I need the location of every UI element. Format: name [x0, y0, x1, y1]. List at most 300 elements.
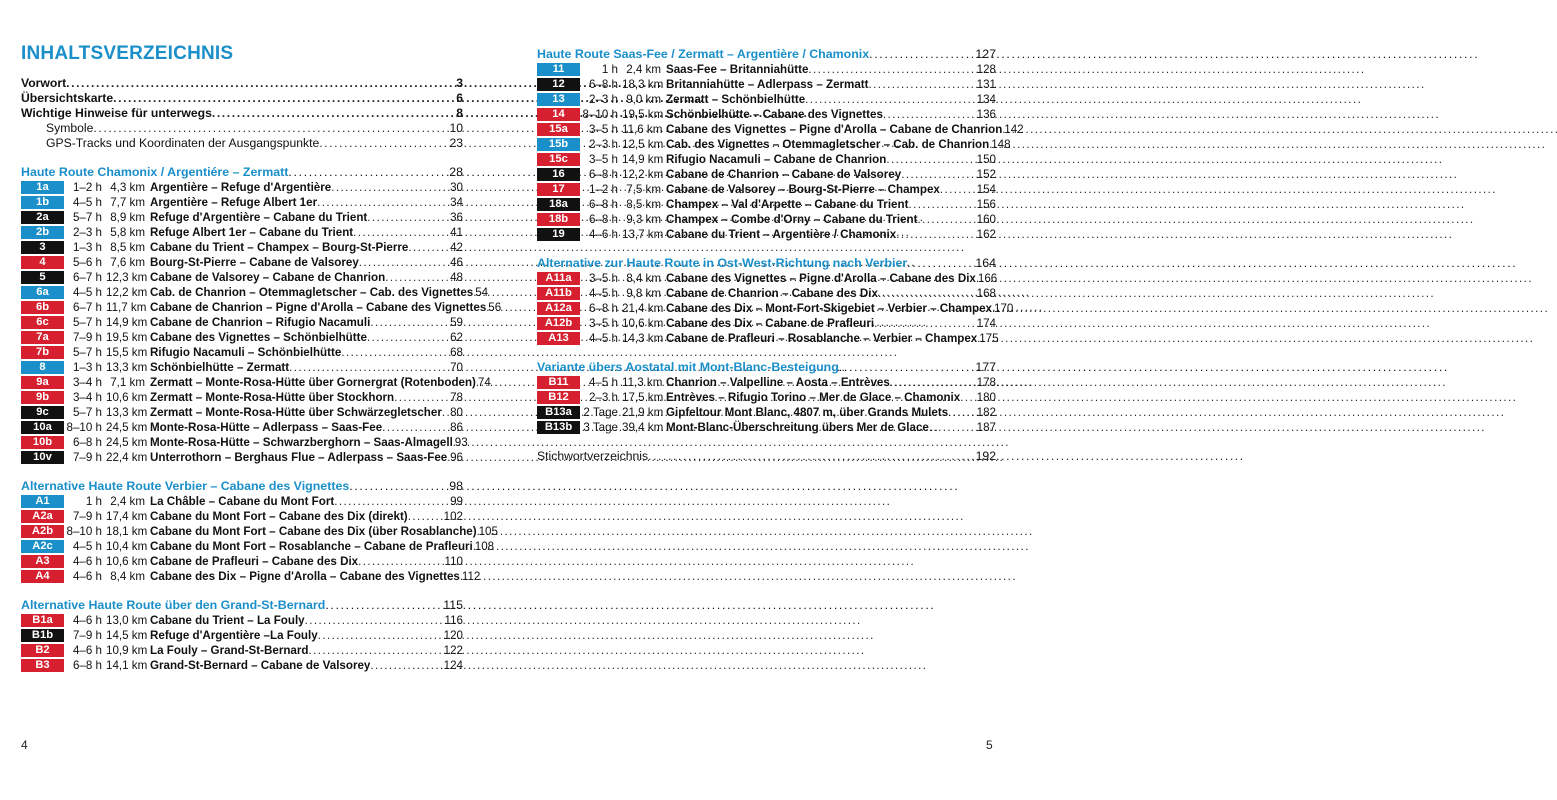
stage-code-badge: B12 — [537, 391, 580, 404]
stage-time: 6–8 h — [588, 78, 618, 91]
leader-dots — [370, 315, 448, 330]
stage-distance: 19,5 km — [106, 331, 148, 344]
stage-code-badge: A13 — [537, 332, 580, 345]
stage-row[interactable] — [21, 255, 463, 270]
stage-code-badge: 7a — [21, 331, 64, 344]
stage-code-badge: 18b — [537, 213, 580, 226]
stage-page: 154 — [976, 183, 996, 196]
stage-code-badge: A1 — [21, 495, 64, 508]
stage-distance: 14,9 km — [106, 316, 148, 329]
stage-row[interactable] — [21, 360, 463, 375]
stage-title: Cabane du Trient – Champex – Bourg-St-Pierre — [150, 241, 409, 254]
stage-row[interactable] — [21, 225, 463, 240]
leader-dots — [212, 106, 454, 121]
stage-time: 6–7 h — [72, 271, 102, 284]
stage-distance: 12,3 km — [106, 271, 148, 284]
stage-row[interactable] — [537, 375, 996, 390]
leader-dots — [917, 212, 974, 227]
stage-distance: 12,2 km — [622, 168, 664, 181]
leader-dots — [960, 390, 974, 405]
stage-page: 128 — [976, 63, 996, 76]
toc-entry-page: 8 — [456, 106, 463, 120]
stage-title: Saas-Fee – Britanniahütte — [666, 63, 809, 76]
stage-page: 170 — [994, 302, 1014, 315]
stage-distance: 7,1 km — [110, 376, 145, 389]
stage-code-badge: 2b — [21, 226, 64, 239]
stage-page: 93 — [454, 436, 468, 449]
stage-code-badge: B13b — [537, 421, 580, 434]
toc-entry-label: Symbole — [46, 121, 94, 135]
leader-dots — [317, 195, 448, 210]
stage-distance: 11,3 km — [622, 376, 663, 389]
stage-title: Monte-Rosa-Hütte – Schwarzberghorn – Saas-Almagell — [150, 436, 453, 449]
stage-distance: 11,7 km — [106, 301, 147, 314]
stage-row[interactable] — [21, 569, 481, 584]
index-label: Stichwortverzeichnis — [537, 449, 649, 463]
stage-code-badge: 15b — [537, 138, 580, 151]
section-title: Alternative Haute Route über den Grand-St-Bernard — [21, 598, 326, 612]
section-heading[interactable] — [21, 479, 463, 494]
index-entry[interactable] — [537, 449, 996, 464]
stage-code-badge: A11b — [537, 287, 580, 300]
stage-distance: 14,5 km — [106, 629, 148, 642]
stage-time: 6–8 h — [588, 302, 618, 315]
stage-code-badge: 10v — [21, 451, 64, 464]
stage-page: 178 — [976, 376, 996, 389]
leader-dots — [408, 240, 448, 255]
stage-code-badge: A12b — [537, 317, 580, 330]
toc-entry[interactable] — [21, 76, 463, 91]
stage-code-badge: 17 — [537, 183, 580, 196]
stage-code-badge: 4 — [21, 256, 64, 269]
left-sections — [21, 151, 502, 673]
stage-time: 7–9 h — [72, 331, 102, 344]
stage-title: Entrèves – Rifugio Torino – Mer de Glace – Chamonix — [666, 391, 961, 404]
stage-code-badge: B2 — [21, 644, 64, 657]
stage-title: Cabane du Mont Fort – Rosablanche – Cabane de Prafleuri — [150, 540, 473, 553]
stage-distance: 10,4 km — [106, 540, 148, 553]
stage-code-badge: A3 — [21, 555, 64, 568]
leader-dots — [359, 255, 448, 270]
stage-time: 6–8 h — [588, 198, 618, 211]
stage-code-badge: 19 — [537, 228, 580, 241]
stage-row[interactable] — [537, 92, 996, 107]
leader-dots — [341, 345, 448, 360]
stage-row[interactable] — [537, 331, 999, 346]
stage-title: Schönbielhütte – Cabane des Vignettes — [666, 108, 883, 121]
stage-page: 168 — [976, 287, 996, 300]
stage-title: Argentière – Refuge Albert 1er — [150, 196, 318, 209]
stage-row[interactable] — [21, 195, 463, 210]
stage-title: Cabane du Mont Fort – Cabane des Dix (über Rosablanche) — [150, 525, 477, 538]
stage-page: 30 — [450, 181, 463, 194]
toc-entry-page: 3 — [456, 76, 463, 90]
stage-code-badge: B3 — [21, 659, 64, 672]
stage-page: 62 — [450, 331, 463, 344]
stage-code-badge: 1b — [21, 196, 64, 209]
stage-distance: 9,0 km — [626, 93, 661, 106]
stage-distance: 10,6 km — [106, 555, 148, 568]
stage-page: 34 — [450, 196, 463, 209]
stage-page: 142 — [1004, 123, 1024, 136]
stage-page: 152 — [976, 168, 996, 181]
stage-code-badge: A4 — [21, 570, 64, 583]
stage-time: 7–9 h — [72, 629, 102, 642]
leader-dots — [890, 375, 975, 390]
stage-page: 174 — [976, 317, 996, 330]
stage-page: 112 — [461, 570, 481, 583]
stage-row[interactable] — [21, 524, 498, 539]
stage-row[interactable] — [537, 137, 1011, 152]
stage-code-badge: 12 — [537, 78, 580, 91]
stage-title: Grand-St-Bernard – Cabane de Valsorey — [150, 659, 371, 672]
leader-dots — [318, 628, 442, 643]
page-number-left: 4 — [21, 738, 28, 752]
leader-dots — [331, 180, 448, 195]
stage-code-badge: 9b — [21, 391, 64, 404]
stage-distance: 19,5 km — [622, 108, 664, 121]
stage-time: 2–3 h — [588, 391, 618, 404]
stage-time: 3–4 h — [72, 391, 102, 404]
stage-row[interactable] — [21, 375, 491, 390]
stage-distance: 18,1 km — [106, 525, 148, 538]
leader-dots — [874, 316, 975, 331]
stage-distance: 14,9 km — [622, 153, 664, 166]
section-title: Alternative Haute Route Verbier – Cabane des Vignettes — [21, 479, 350, 493]
stage-title: Cabane de Valsorey – Cabane de Chanrion — [150, 271, 386, 284]
leader-dots — [869, 77, 975, 92]
stage-page: 36 — [450, 211, 463, 224]
stage-page: 120 — [443, 629, 463, 642]
stage-row[interactable] — [21, 658, 463, 673]
leader-dots — [334, 494, 448, 509]
stage-row[interactable] — [21, 330, 463, 345]
stage-time: 4–5 h — [72, 196, 102, 209]
stage-time: 4–5 h — [72, 540, 102, 553]
stage-page: 124 — [443, 659, 463, 672]
stage-row[interactable] — [21, 270, 463, 285]
stage-time: 5–7 h — [72, 406, 102, 419]
leader-dots — [353, 225, 448, 240]
stage-distance: 4,3 km — [110, 181, 145, 194]
stage-row[interactable] — [537, 405, 996, 420]
toc-entry[interactable] — [21, 136, 463, 151]
stage-distance: 7,5 km — [626, 183, 661, 196]
stage-time: 3 Tage — [583, 421, 618, 434]
stage-time: 5–6 h — [72, 256, 102, 269]
stage-row[interactable] — [537, 77, 996, 92]
toc-entry-page: 6 — [456, 91, 463, 105]
stage-code-badge: 3 — [21, 241, 64, 254]
stage-code-badge: 2a — [21, 211, 64, 224]
stage-page: 131 — [976, 78, 996, 91]
stage-code-badge: B1b — [21, 629, 64, 642]
stage-time: 4–5 h — [588, 376, 618, 389]
stage-row[interactable] — [537, 316, 996, 331]
stage-page: 150 — [976, 153, 996, 166]
stage-code-badge: A2c — [21, 540, 64, 553]
stage-time: 1 h — [601, 63, 618, 76]
stage-distance: 10,6 km — [622, 317, 664, 330]
stage-code-badge: 10a — [21, 421, 64, 434]
stage-row[interactable] — [21, 643, 463, 658]
stage-row[interactable] — [537, 301, 1014, 316]
stage-code-badge: 6b — [21, 301, 64, 314]
stage-distance: 2,4 km — [626, 63, 661, 76]
stage-distance: 21,4 km — [622, 302, 664, 315]
stage-distance: 15,5 km — [106, 346, 148, 359]
stage-distance: 13,3 km — [106, 406, 148, 419]
leader-dots — [901, 167, 974, 182]
section-heading[interactable] — [537, 256, 996, 271]
stage-title: Cabane de Chanrion – Pigne d'Arolla – Cabane des Vignettes — [150, 301, 487, 314]
stage-code-badge: A12a — [537, 302, 580, 315]
stage-row[interactable] — [21, 613, 463, 628]
stage-page: 162 — [976, 228, 996, 241]
leader-dots — [896, 227, 974, 242]
spacer — [21, 465, 463, 479]
stage-row[interactable] — [537, 122, 1024, 137]
stage-time: 1–3 h — [72, 361, 102, 374]
stage-title: Unterrothorn – Berghaus Flue – Adlerpass – Saas-Fee — [150, 451, 448, 464]
stage-time: 6–8 h — [72, 659, 102, 672]
stage-distance: 7,6 km — [110, 256, 145, 269]
stage-page: 108 — [474, 540, 495, 553]
stage-row[interactable] — [21, 240, 463, 255]
stage-title: Cabane de Chanrion – Rifugio Nacamuli — [150, 316, 371, 329]
toc-entry[interactable] — [21, 91, 463, 106]
stage-row[interactable] — [21, 509, 463, 524]
stage-title: Cabane de Chanrion – Cabane de Valsorey — [666, 168, 902, 181]
section-heading[interactable] — [537, 47, 996, 62]
stage-distance: 13,3 km — [106, 361, 148, 374]
toc-entry-page: 23 — [449, 136, 463, 150]
stage-code-badge: A2a — [21, 510, 64, 523]
stage-time: 8–10 h — [582, 108, 618, 121]
stage-title: Cabane de Valsorey – Bourg-St-Pierre – Champex — [666, 183, 940, 196]
stage-title: Cabane du Trient – Argentière / Chamonix — [666, 228, 897, 241]
toc-entry[interactable] — [21, 106, 463, 121]
stage-time: 3–5 h — [588, 272, 618, 285]
stage-title: Refuge d'Argentière – Cabane du Trient — [150, 211, 368, 224]
stage-title: Bourg-St-Pierre – Cabane de Valsorey — [150, 256, 359, 269]
spacer — [537, 435, 996, 449]
stage-title: Rifugio Nacamuli – Cabane de Chanrion — [666, 153, 887, 166]
stage-title: Cabane des Vignettes – Schönbielhütte — [150, 331, 367, 344]
stage-page: 68 — [450, 346, 463, 359]
stage-page: 166 — [977, 272, 998, 285]
stage-page: 105 — [478, 525, 498, 538]
stage-page: 54 — [475, 286, 489, 299]
stage-row[interactable] — [21, 180, 463, 195]
stage-page: 96 — [450, 451, 463, 464]
stage-time: 7–9 h — [72, 510, 102, 523]
stage-time: 4–6 h — [72, 555, 102, 568]
section-page: 98 — [449, 479, 463, 493]
spacer — [21, 151, 463, 165]
section-page: 28 — [449, 165, 463, 179]
stage-code-badge: 7b — [21, 346, 64, 359]
toc-entry-label: Vorwort — [21, 76, 67, 90]
right-sections — [537, 47, 1024, 435]
stage-distance: 7,7 km — [110, 196, 145, 209]
stage-page: 122 — [443, 644, 463, 657]
stage-distance: 8,5 km — [110, 241, 145, 254]
stage-row[interactable] — [537, 152, 996, 167]
leader-dots — [948, 405, 974, 420]
stage-code-badge: B1a — [21, 614, 64, 627]
stage-title: Britanniahütte – Adlerpass – Zermatt — [666, 78, 869, 91]
stage-row[interactable] — [537, 182, 996, 197]
leader-dots — [325, 598, 441, 613]
stage-title: Zermatt – Monte-Rosa-Hütte über Gornergrat (Rotenboden) — [150, 376, 476, 389]
stage-title: La Châble – Cabane du Mont Fort — [150, 495, 335, 508]
stage-page: 48 — [450, 271, 463, 284]
stage-row[interactable] — [21, 210, 463, 225]
stage-row[interactable] — [537, 420, 996, 435]
stage-row[interactable] — [537, 212, 996, 227]
stage-row[interactable] — [21, 405, 463, 420]
leader-dots — [648, 449, 974, 464]
section-heading[interactable] — [21, 598, 463, 613]
stage-row[interactable] — [21, 300, 502, 315]
stage-code-badge: B13a — [537, 406, 580, 419]
leader-dots — [367, 210, 448, 225]
leader-dots — [349, 479, 447, 494]
stage-time: 3–5 h — [588, 317, 618, 330]
leader-dots — [358, 554, 442, 569]
leader-dots — [367, 330, 448, 345]
stage-page: 86 — [450, 421, 463, 434]
stage-title: Zermatt – Schönbielhütte — [666, 93, 806, 106]
stage-time: 4–6 h — [72, 570, 102, 583]
stage-title: Cabane du Mont Fort – Cabane des Dix (direkt) — [150, 510, 408, 523]
stage-row[interactable] — [21, 450, 463, 465]
toc-entry-label: GPS-Tracks und Koordinaten der Ausgangspunkte — [46, 136, 320, 150]
stage-row[interactable] — [537, 286, 996, 301]
stage-row[interactable] — [21, 345, 463, 360]
stage-page: 182 — [976, 406, 996, 419]
stage-time: 2–3 h — [588, 93, 618, 106]
stage-code-badge: 15a — [537, 123, 580, 136]
stage-distance: 2,4 km — [110, 495, 145, 508]
stage-title: Champex – Combe d'Orny – Cabane du Trient — [666, 213, 918, 226]
stage-title: Argentière – Refuge d'Argentière — [150, 181, 332, 194]
stage-distance: 17,5 km — [622, 391, 664, 404]
stage-page: 136 — [976, 108, 996, 121]
stage-row[interactable] — [537, 62, 996, 77]
stage-distance: 8,4 km — [626, 272, 661, 285]
stage-page: 46 — [450, 256, 463, 269]
stage-row[interactable] — [21, 435, 468, 450]
stage-row[interactable] — [537, 227, 996, 242]
stage-row[interactable] — [21, 554, 463, 569]
stage-page: 180 — [976, 391, 996, 404]
stage-time: 1–2 h — [588, 183, 618, 196]
stage-time: 4–6 h — [72, 614, 102, 627]
leader-dots — [319, 136, 447, 151]
stage-page: 160 — [976, 213, 996, 226]
leader-dots — [839, 360, 974, 375]
stage-page: 41 — [450, 226, 463, 239]
stage-title: Mont-Blanc-Überschreitung übers Mer de Glace — [666, 421, 929, 434]
stage-row[interactable] — [21, 315, 463, 330]
stage-time: 4–5 h — [588, 332, 618, 345]
stage-time: 8–10 h — [66, 525, 102, 538]
stage-title: Refuge Albert 1er – Cabane du Trient — [150, 226, 354, 239]
stage-title: Cabane de Prafleuri – Cabane des Dix — [150, 555, 359, 568]
section-heading[interactable] — [21, 165, 463, 180]
stage-title: Cab. de Chanrion – Otemmagletscher – Cab. des Vignettes — [150, 286, 474, 299]
leader-dots — [113, 91, 454, 106]
stage-row[interactable] — [537, 390, 996, 405]
toc-entry-label: Übersichtskarte — [21, 91, 114, 105]
leader-dots — [66, 76, 454, 91]
stage-row[interactable] — [21, 390, 463, 405]
stage-code-badge: 15c — [537, 153, 580, 166]
stage-code-badge: B11 — [537, 376, 580, 389]
index-page: 192 — [975, 449, 996, 463]
leader-dots — [805, 92, 975, 107]
stage-row[interactable] — [21, 628, 463, 643]
stage-row[interactable] — [21, 285, 489, 300]
stage-time: 4–5 h — [72, 286, 102, 299]
section-heading[interactable] — [537, 360, 996, 375]
stage-row[interactable] — [537, 167, 996, 182]
toc-entry[interactable] — [21, 121, 463, 136]
page-number-right: 5 — [986, 738, 993, 752]
front-matter-list — [21, 76, 463, 151]
toc-right-column — [537, 47, 1024, 464]
stage-row[interactable] — [21, 420, 463, 435]
stage-time: 3–5 h — [588, 153, 618, 166]
stage-row[interactable] — [21, 539, 495, 554]
stage-distance: 8,5 km — [626, 198, 661, 211]
stage-page: 134 — [976, 93, 996, 106]
stage-time: 4–6 h — [72, 644, 102, 657]
stage-page: 74 — [477, 376, 491, 389]
stage-time: 6–8 h — [72, 436, 102, 449]
stage-distance: 22,4 km — [106, 451, 148, 464]
leader-dots — [93, 121, 447, 136]
leader-dots — [305, 613, 443, 628]
stage-row[interactable] — [537, 197, 996, 212]
stage-row[interactable] — [537, 107, 996, 122]
stage-page: 80 — [450, 406, 463, 419]
leader-dots — [878, 286, 975, 301]
section-page: 177 — [975, 360, 996, 374]
stage-code-badge: 10b — [21, 436, 64, 449]
stage-row[interactable] — [21, 494, 463, 509]
stage-page: 78 — [450, 391, 463, 404]
leader-dots — [908, 197, 974, 212]
stage-code-badge: 11 — [537, 63, 580, 76]
leader-dots — [886, 152, 974, 167]
stage-distance: 24,5 km — [106, 421, 148, 434]
stage-distance: 5,8 km — [110, 226, 145, 239]
stage-distance: 12,5 km — [622, 138, 664, 151]
stage-distance: 10,6 km — [106, 391, 148, 404]
stage-title: Cabane du Trient – La Fouly — [150, 614, 305, 627]
section-title: Haute Route Saas-Fee / Zermatt – Argentière / Chamonix — [537, 47, 870, 61]
stage-row[interactable] — [537, 271, 996, 286]
stage-distance: 9,3 km — [626, 213, 661, 226]
stage-code-badge: 9a — [21, 376, 64, 389]
stage-time: 6–8 h — [588, 213, 618, 226]
stage-title: Cabane des Dix – Mont-Fort-Skigebiet – Verbier – Champex — [666, 302, 993, 315]
stage-title: Cab. des Vignettes – Otemmagletscher – Cab. de Chanrion — [666, 138, 990, 151]
leader-dots — [289, 360, 448, 375]
